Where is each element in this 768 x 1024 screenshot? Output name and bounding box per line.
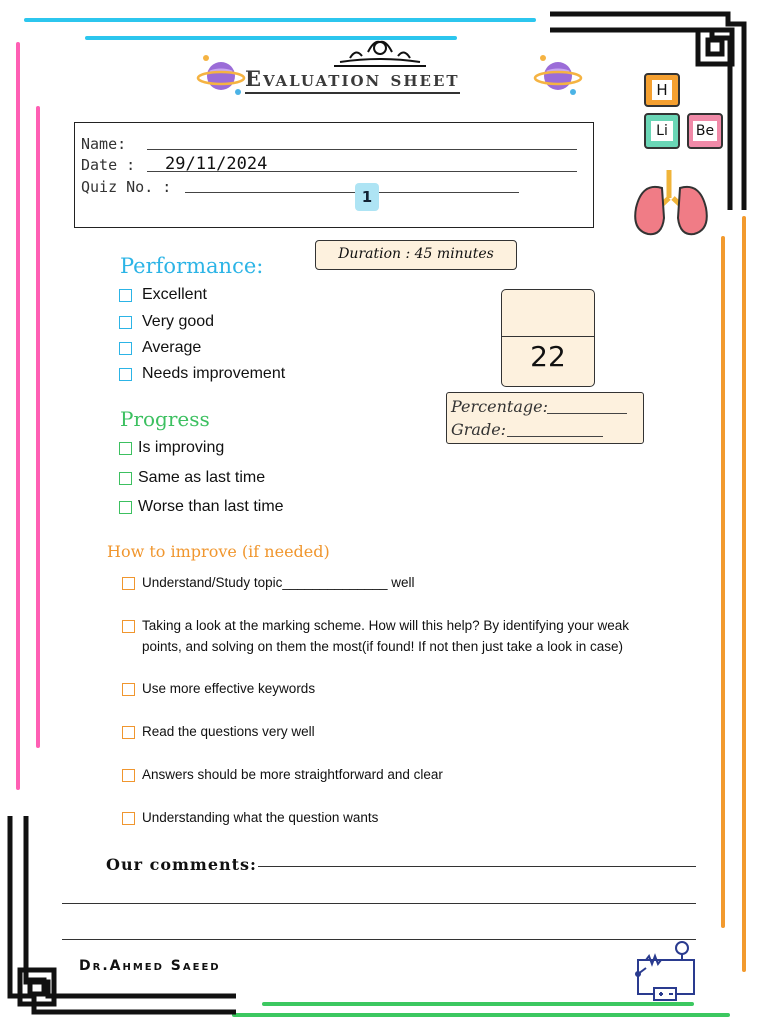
improve-option-label-cont: points, and solving on them the most(if found! If not then just take a look in case) xyxy=(142,639,624,654)
percentage-label: Percentage: xyxy=(451,397,548,416)
improve-checkbox[interactable] xyxy=(122,683,135,696)
lungs-icon xyxy=(632,168,710,238)
student-info-box xyxy=(74,122,594,228)
progress-checkbox[interactable] xyxy=(119,442,132,455)
progress-option-label: Same as last time xyxy=(138,469,266,486)
left-pink-bar xyxy=(16,42,20,790)
quiz-field[interactable] xyxy=(185,192,519,193)
score-value: 22 xyxy=(530,340,566,373)
grade-field[interactable] xyxy=(507,436,603,437)
planet-icon xyxy=(533,52,583,98)
comments-label: Our comments: xyxy=(106,855,257,874)
progress-option-label: Worse than last time xyxy=(138,498,284,515)
duration-box: Duration : 45 minutes xyxy=(315,240,517,270)
bottom-green-bar-2 xyxy=(232,1013,730,1017)
score-box xyxy=(501,289,595,387)
improve-checkbox[interactable] xyxy=(122,812,135,825)
performance-checkbox[interactable] xyxy=(119,342,132,355)
right-orange-bar-2 xyxy=(721,236,725,928)
performance-option-label: Average xyxy=(142,339,202,356)
improve-heading: How to improve (if needed) xyxy=(107,542,330,561)
quiz-label: Quiz No. : xyxy=(81,178,172,196)
performance-checkbox[interactable] xyxy=(119,316,132,329)
name-field[interactable] xyxy=(147,149,577,150)
improve-option-label: Understand/Study topic______________ well xyxy=(142,575,415,590)
element-tile-li: Li xyxy=(644,113,680,149)
progress-option-label: Is improving xyxy=(138,439,225,456)
progress-heading: Progress xyxy=(120,407,210,431)
comment-line[interactable] xyxy=(62,939,696,940)
improve-checkbox[interactable] xyxy=(122,620,135,633)
corner-ornament-bottom-left xyxy=(4,816,236,1022)
name-label: Name: xyxy=(81,135,127,153)
progress-checkbox[interactable] xyxy=(119,472,132,485)
improve-checkbox[interactable] xyxy=(122,726,135,739)
right-orange-bar xyxy=(742,216,746,972)
element-tile-h: H xyxy=(644,73,680,107)
author-name: Dr.Ahmed Saeed xyxy=(79,958,221,974)
percentage-field[interactable] xyxy=(547,413,627,414)
improve-option-label: Use more effective keywords xyxy=(142,681,316,696)
comment-line[interactable] xyxy=(258,866,696,867)
element-tile-be: Be xyxy=(687,113,723,149)
performance-option-label: Very good xyxy=(142,313,215,330)
improve-option-label: Taking a look at the marking scheme. How will this help? By identifying your weak xyxy=(142,618,629,633)
page-title: Evaluation sheet xyxy=(245,66,460,94)
improve-option-label: Read the questions very well xyxy=(142,724,315,739)
top-cyan-bar xyxy=(24,18,536,22)
date-value: 29/11/2024 xyxy=(165,154,268,174)
performance-option-label: Needs improvement xyxy=(142,365,286,382)
performance-option-label: Excellent xyxy=(142,286,207,303)
improve-checkbox[interactable] xyxy=(122,769,135,782)
improve-option-label: Answers should be more straightforward and clear xyxy=(142,767,443,782)
date-label: Date : xyxy=(81,156,136,174)
grade-label: Grade: xyxy=(451,420,507,439)
performance-heading: Performance: xyxy=(120,254,264,278)
date-field[interactable] xyxy=(147,171,577,172)
performance-checkbox[interactable] xyxy=(119,368,132,381)
bottom-green-bar xyxy=(262,1002,694,1006)
planet-icon xyxy=(196,52,246,98)
quiz-number-badge: 1 xyxy=(355,183,379,211)
comment-line[interactable] xyxy=(62,903,696,904)
progress-checkbox[interactable] xyxy=(119,501,132,514)
circuit-icon xyxy=(632,940,700,1002)
performance-checkbox[interactable] xyxy=(119,289,132,302)
grade-box xyxy=(446,392,644,444)
improve-option-label: Understanding what the question wants xyxy=(142,810,379,825)
crown-ornament xyxy=(330,36,430,70)
left-pink-bar-2 xyxy=(36,106,40,748)
improve-checkbox[interactable] xyxy=(122,577,135,590)
